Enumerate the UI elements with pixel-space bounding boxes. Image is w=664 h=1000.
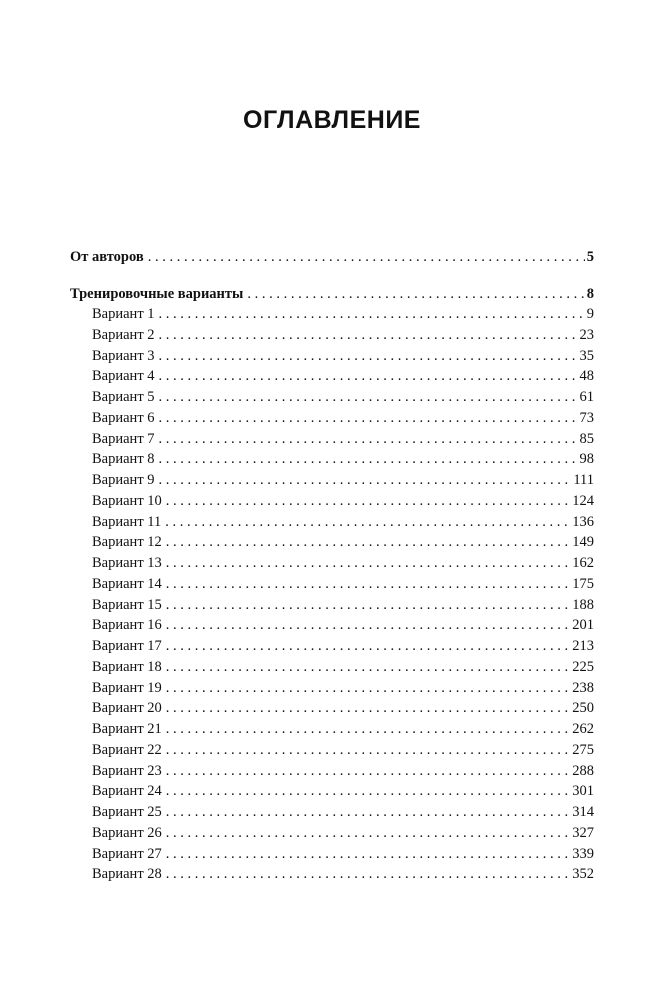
toc-page-number: 23 <box>579 326 594 343</box>
toc-page-number: 201 <box>572 617 594 634</box>
toc-entry-variant[interactable] <box>70 470 594 491</box>
dot-leader <box>166 698 570 719</box>
toc-page-number: 124 <box>572 492 594 509</box>
toc-entry-variant[interactable] <box>70 387 594 408</box>
toc-entry-label: Вариант 14 <box>92 575 162 592</box>
toc-entry-label: Вариант 18 <box>92 658 162 675</box>
toc-entry-variant[interactable] <box>70 532 594 553</box>
toc-entry-variant[interactable] <box>70 429 594 450</box>
dot-leader <box>166 761 570 782</box>
toc-page-number: 339 <box>572 845 594 862</box>
toc-page-number: 238 <box>572 679 594 696</box>
dot-leader <box>166 864 570 885</box>
dot-leader <box>166 615 570 636</box>
dot-leader <box>166 491 570 512</box>
page-title: ОГЛАВЛЕНИЕ <box>243 106 421 134</box>
toc-entry-label: Вариант 12 <box>92 534 162 551</box>
dot-leader <box>166 595 570 616</box>
toc-entry-variant[interactable] <box>70 574 594 595</box>
toc-entry-variant[interactable] <box>70 802 594 823</box>
toc-page-number: 5 <box>586 249 594 265</box>
dot-leader <box>159 366 578 387</box>
toc-page-number: 149 <box>572 534 594 551</box>
toc-entry-training-variants[interactable] <box>70 284 594 304</box>
dot-leader <box>159 325 578 346</box>
toc-entry-variant[interactable] <box>70 491 594 512</box>
toc-entry-label: Вариант 25 <box>92 804 162 820</box>
toc-entry-label: Вариант 3 <box>92 347 155 364</box>
toc-entry-label: От авторов <box>70 249 144 265</box>
toc-entry-variant[interactable] <box>70 346 594 367</box>
dot-leader <box>159 429 578 450</box>
toc-entry-label: Вариант 22 <box>92 741 162 758</box>
dot-leader <box>165 512 570 533</box>
toc-page-number: 327 <box>572 824 594 841</box>
toc-page-number: 136 <box>572 513 594 530</box>
toc-entry-variant[interactable] <box>70 761 594 782</box>
dot-leader <box>159 449 578 470</box>
dot-leader <box>159 408 578 429</box>
toc-entry-label: Вариант 9 <box>92 472 155 488</box>
toc-entry-variant[interactable] <box>70 823 594 844</box>
toc-entry-label: Вариант 24 <box>92 783 162 800</box>
toc-entry-label: Вариант 16 <box>92 617 162 634</box>
dot-leader <box>166 678 570 699</box>
toc-entry-variant[interactable] <box>70 615 594 636</box>
toc-page-number: 85 <box>579 430 594 447</box>
toc-entry-label: Вариант 4 <box>92 368 155 385</box>
toc-page-number: 48 <box>579 368 594 385</box>
toc-entry-variant[interactable] <box>70 678 594 699</box>
toc-page-number: 175 <box>572 575 594 592</box>
toc-entry-label: Вариант 2 <box>92 326 155 343</box>
toc-entry-label: Вариант 28 <box>92 866 162 883</box>
dot-leader <box>159 346 578 367</box>
dot-leader <box>166 823 570 844</box>
dot-leader <box>166 574 570 595</box>
toc-page-number: 162 <box>572 555 594 571</box>
toc-entry-label: Вариант 21 <box>92 721 162 737</box>
dot-leader <box>159 470 572 491</box>
toc-page-number: 225 <box>572 658 594 675</box>
toc-entry-label: Вариант 7 <box>92 430 155 447</box>
toc-entry-variant[interactable] <box>70 719 594 740</box>
toc-entry-variant[interactable] <box>70 781 594 802</box>
variant-list <box>70 304 594 885</box>
toc-entry-variant[interactable] <box>70 740 594 761</box>
toc-entry-label: Вариант 26 <box>92 824 162 841</box>
toc-entry-variant[interactable] <box>70 325 594 346</box>
toc-page-number: 262 <box>572 721 594 737</box>
table-of-contents <box>70 247 594 885</box>
toc-page-number: 213 <box>572 638 594 654</box>
toc-entry-label: Тренировочные варианты <box>70 286 244 302</box>
dot-leader <box>166 844 570 865</box>
toc-page-number: 61 <box>579 389 594 405</box>
toc-entry-variant[interactable] <box>70 698 594 719</box>
toc-entry-variant[interactable] <box>70 512 594 533</box>
dot-leader <box>166 740 570 761</box>
toc-entry-variant[interactable] <box>70 657 594 678</box>
toc-page-number: 73 <box>579 409 594 426</box>
dot-leader <box>159 387 578 408</box>
toc-entry-label: Вариант 8 <box>92 451 155 468</box>
toc-entry-label: Вариант 20 <box>92 700 162 717</box>
dot-leader <box>159 304 585 325</box>
toc-page-number: 314 <box>572 804 594 820</box>
toc-entry-label: Вариант 1 <box>92 306 155 322</box>
dot-leader <box>166 553 570 574</box>
dot-leader <box>247 284 584 304</box>
toc-entry-variant[interactable] <box>70 636 594 657</box>
dot-leader <box>166 532 570 553</box>
toc-entry-label: Вариант 19 <box>92 679 162 696</box>
toc-entry-label: Вариант 5 <box>92 389 155 405</box>
dot-leader <box>166 802 570 823</box>
toc-page-number: 301 <box>572 783 594 800</box>
toc-entry-label: Вариант 6 <box>92 409 155 426</box>
toc-page-number: 9 <box>586 306 594 322</box>
dot-leader <box>166 719 570 740</box>
toc-entry-variant[interactable] <box>70 553 594 574</box>
dot-leader <box>148 247 585 267</box>
toc-page-number: 35 <box>579 347 594 364</box>
toc-page-number: 111 <box>573 472 594 488</box>
toc-page-number: 250 <box>572 700 594 717</box>
toc-entry-variant[interactable] <box>70 449 594 470</box>
toc-page-number: 98 <box>579 451 594 468</box>
toc-page-number: 352 <box>572 866 594 883</box>
toc-entry-variant[interactable] <box>70 844 594 865</box>
dot-leader <box>166 657 570 678</box>
toc-entry-label: Вариант 13 <box>92 555 162 571</box>
toc-entry-variant[interactable] <box>70 864 594 885</box>
dot-leader <box>166 636 570 657</box>
toc-page-number: 275 <box>572 741 594 758</box>
toc-page-number: 288 <box>572 762 594 779</box>
dot-leader <box>166 781 570 802</box>
toc-entry-label: Вариант 15 <box>92 596 162 613</box>
toc-entry-variant[interactable] <box>70 595 594 616</box>
toc-entry-label: Вариант 27 <box>92 845 162 862</box>
toc-entry-label: Вариант 10 <box>92 492 162 509</box>
toc-entry-variant[interactable] <box>70 366 594 387</box>
toc-entry-variant[interactable] <box>70 304 594 325</box>
toc-page-number: 188 <box>572 596 594 613</box>
toc-entry-label: Вариант 23 <box>92 762 162 779</box>
toc-entry-label: Вариант 11 <box>92 513 162 530</box>
toc-entry-label: Вариант 17 <box>92 638 162 654</box>
toc-entry-variant[interactable] <box>70 408 594 429</box>
toc-page-number: 8 <box>586 286 594 302</box>
toc-entry-from-authors[interactable] <box>70 247 594 267</box>
